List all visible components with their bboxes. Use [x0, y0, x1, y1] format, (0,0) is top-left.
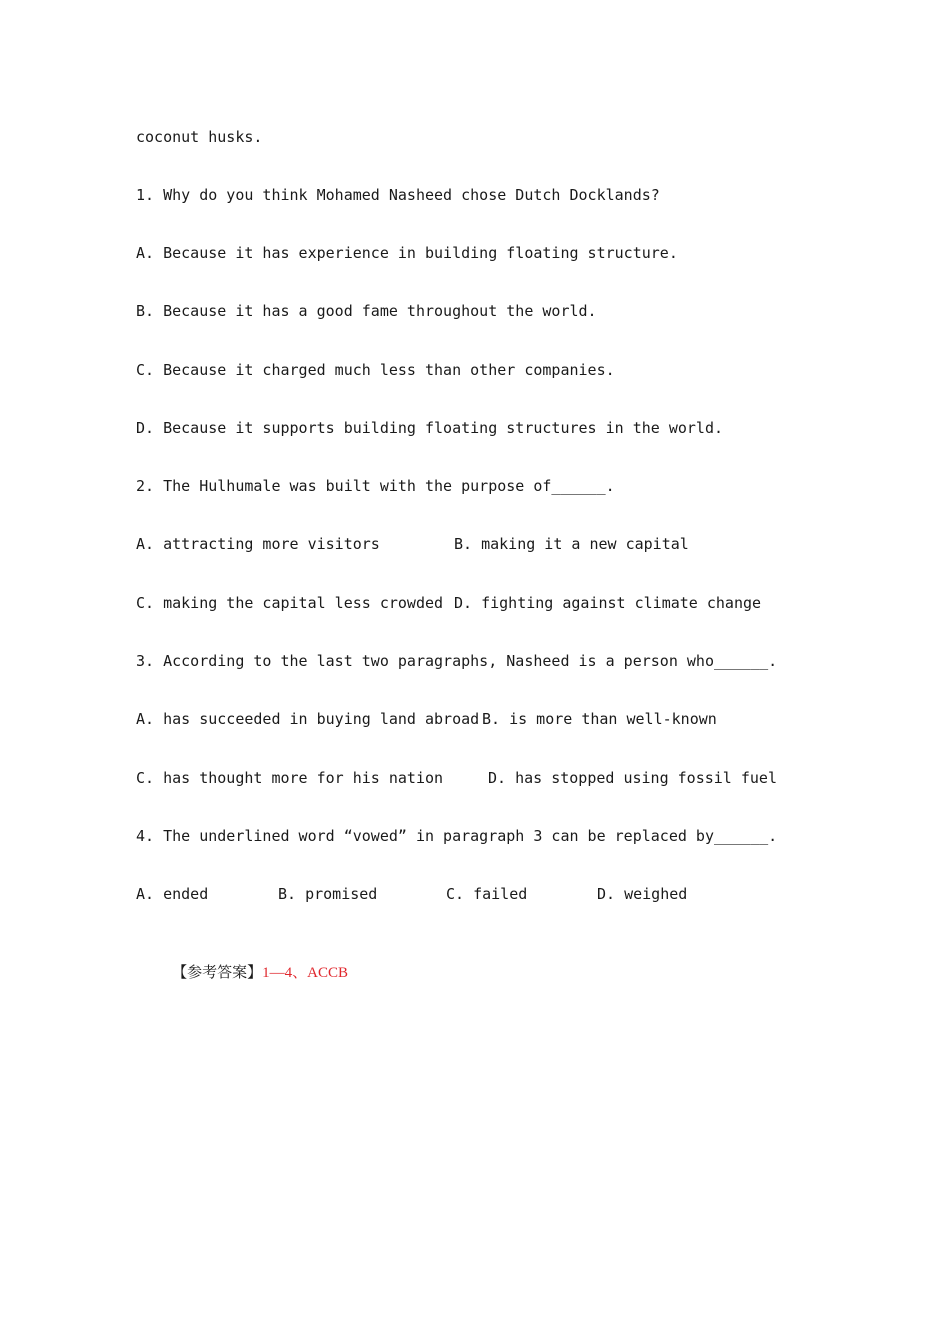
- option-d: D. has stopped using fossil fuel: [488, 769, 777, 787]
- answer-key-label: 【参考答案】: [172, 963, 263, 981]
- answer-key: [136, 942, 348, 1003]
- option-d: D. Because it supports building floating structures in the world.: [136, 419, 723, 437]
- option-c: C. failed: [446, 885, 528, 903]
- question-stem: 2. The Hulhumale was built with the purpose of______.: [136, 477, 615, 495]
- option-a: A. Because it has experience in building floating structure.: [136, 244, 678, 262]
- option-b: B. is more than well-known: [482, 710, 717, 728]
- option-d: D. fighting against climate change: [454, 594, 762, 612]
- passage-fragment: coconut husks.: [136, 128, 263, 146]
- option-c: C. Because it charged much less than other companies.: [136, 361, 615, 379]
- option-a: A. ended: [136, 885, 209, 903]
- option-b: B. making it a new capital: [454, 535, 689, 553]
- question-stem: 4. The underlined word “vowed” in paragraph 3 can be replaced by______.: [136, 827, 778, 845]
- option-c: C. has thought more for his nation: [136, 769, 444, 787]
- option-b: B. Because it has a good fame throughout the world.: [136, 302, 597, 320]
- option-a: A. attracting more visitors: [136, 535, 380, 553]
- question-stem: 1. Why do you think Mohamed Nasheed chose Dutch Docklands?: [136, 186, 660, 204]
- option-a: A. has succeeded in buying land abroad: [136, 710, 480, 728]
- answer-key-value: 1—4、ACCB: [262, 965, 348, 981]
- question-stem: 3. According to the last two paragraphs, Nasheed is a person who______.: [136, 652, 778, 670]
- option-d: D. weighed: [597, 885, 688, 903]
- option-b: B. promised: [278, 885, 378, 903]
- option-c: C. making the capital less crowded: [136, 594, 444, 612]
